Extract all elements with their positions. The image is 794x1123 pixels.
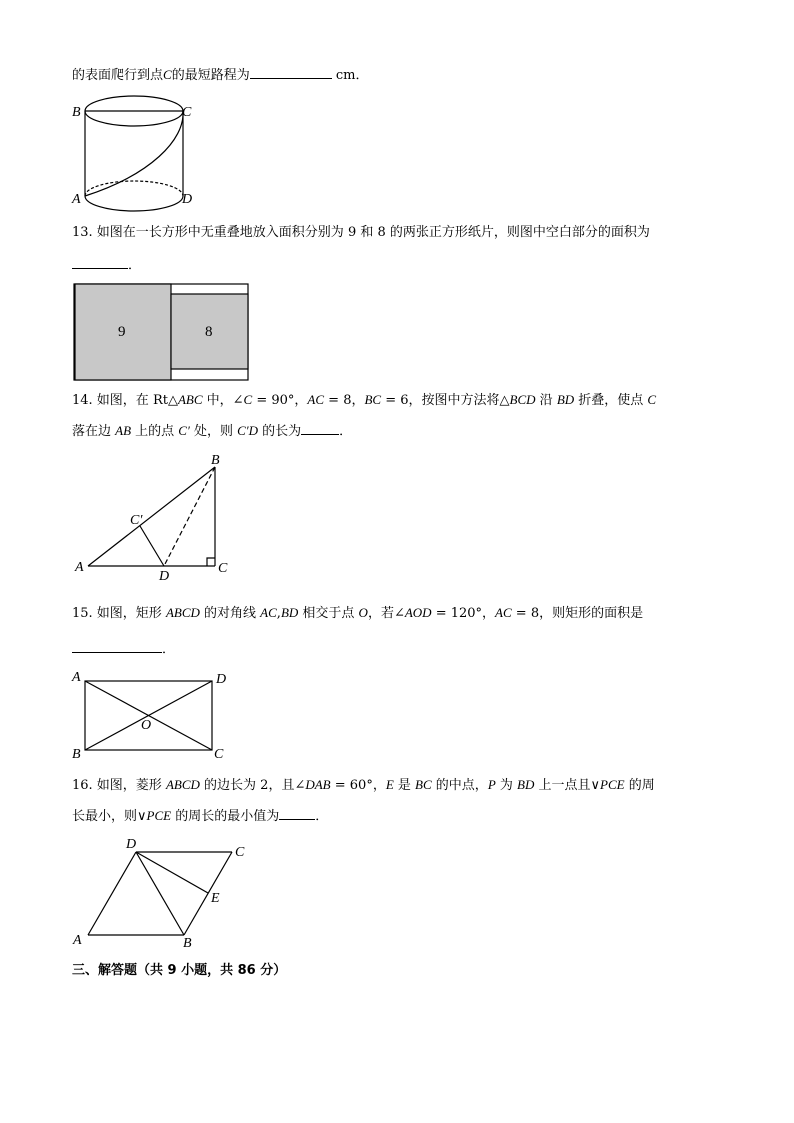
q14-t14: C	[647, 392, 657, 407]
q12-label-A: A	[72, 192, 81, 207]
q16-u4: ．	[315, 809, 329, 824]
q14-t7: = 8，	[324, 393, 365, 408]
q16-diagonal-DB	[136, 852, 184, 935]
q15-label-C: C	[214, 747, 224, 762]
q16-t6: E	[385, 777, 394, 792]
q16-t1: 16. 如图，菱形	[72, 778, 166, 793]
q16-t3: 的边长为 2，且∠	[199, 778, 306, 793]
q15-t12: AC	[495, 605, 512, 620]
q16-segment-DE	[136, 852, 208, 893]
q16-t10: P	[487, 777, 496, 792]
q16-label-C: C	[235, 845, 245, 860]
q16-label-D: D	[126, 837, 137, 852]
q14-t5: = 90°，	[252, 393, 308, 408]
q14-u7: 的长为	[257, 424, 302, 439]
q16-t13: 上一点且∨	[534, 778, 601, 793]
q14-t8: BC	[364, 392, 382, 407]
q16-u2: PCE	[146, 808, 172, 823]
q15-t9: ，若∠	[367, 606, 405, 621]
q14-label-C: C	[218, 561, 228, 576]
q14-t12: BD	[556, 392, 575, 407]
q12-text-pre: 的表面爬行到点	[72, 68, 164, 83]
q14-u8: ．	[339, 424, 353, 439]
q14-t10: BCD	[509, 392, 536, 407]
q16-side-CB	[184, 852, 232, 935]
q14-t13: 折叠，使点	[574, 393, 648, 408]
q16-t11: 为	[495, 778, 518, 793]
q14-t9: = 6，按图中方法将△	[381, 393, 510, 408]
section-heading-3: 三、解答题（共 9 小题，共 86 分）	[72, 963, 287, 978]
q16-t14: PCE	[600, 777, 625, 792]
q15-label-D: D	[216, 672, 227, 687]
q16-side-AD	[88, 852, 136, 935]
q16-label-E: E	[211, 891, 220, 906]
q16-t5: = 60°，	[330, 778, 386, 793]
q12-unit: cm．	[335, 68, 369, 83]
q14-label-C1: C′	[130, 513, 143, 528]
q15-t7: 相交于点	[298, 606, 359, 621]
q15-t1: 15. 如图，矩形	[72, 606, 166, 621]
q15-t8: O	[358, 605, 368, 620]
q14-u6: C′D	[237, 423, 258, 438]
q15-t5: ,	[276, 606, 281, 621]
q15-t13: = 8，则矩形的面积是	[511, 606, 644, 621]
q15-t11: = 120°，	[431, 606, 496, 621]
q16-u3: 的周长的最小值为	[171, 809, 280, 824]
q13-line2-end: ．	[128, 258, 142, 273]
q16-t9: 的中点，	[431, 778, 488, 793]
q14-u4: C′	[178, 423, 190, 438]
q13-line1: 13. 如图在一长方形中无重叠地放入面积分别为 9 和 8 的两张正方形纸片，则图中空白部分的面积为	[72, 225, 650, 240]
q15-t4: AC	[260, 605, 277, 620]
q14-t11: 沿	[535, 393, 557, 408]
q16-label-A: A	[73, 933, 82, 948]
q15-label-O: O	[141, 718, 152, 733]
q14-t6: AC	[307, 392, 325, 407]
q13-label-9: 9	[118, 324, 126, 340]
q14-u1: 落在边	[72, 424, 116, 439]
q16-t8: BC	[415, 777, 432, 792]
q16-u1: 长最小，则∨	[72, 809, 147, 824]
q14-t1: 14. 如图，在 Rt△	[72, 393, 178, 408]
q16-label-B: B	[183, 936, 192, 951]
q16-t4: DAB	[305, 777, 331, 792]
q14-label-D: D	[159, 569, 170, 584]
q13-label-8: 8	[205, 324, 213, 340]
q15-line2-end: ．	[162, 642, 176, 657]
q14-label-A: A	[75, 560, 84, 575]
q14-u5: 处，则	[189, 424, 238, 439]
q16-t7: 是	[393, 778, 416, 793]
q12-label-B: B	[72, 105, 81, 120]
q12-label-D: D	[182, 192, 193, 207]
q14-label-B: B	[211, 453, 220, 468]
q16-t2: ABCD	[165, 777, 200, 792]
q12-label-C: C	[182, 105, 192, 120]
q12-text-post: 的最短路程为	[171, 68, 250, 83]
q15-t3: 的对角线	[199, 606, 261, 621]
q14-u2: AB	[115, 423, 132, 438]
q14-t2: ABC	[177, 392, 203, 407]
q14-u3: 上的点	[131, 424, 179, 439]
q15-t10: AOD	[404, 605, 432, 620]
q14-t3: 中，∠	[202, 393, 244, 408]
q15-label-A: A	[72, 670, 81, 685]
q15-t6: BD	[280, 605, 299, 620]
q16-t15: 的周	[624, 778, 655, 793]
q12-point: C	[163, 67, 172, 82]
q15-label-B: B	[72, 747, 81, 762]
q15-t2: ABCD	[165, 605, 200, 620]
q16-t12: BD	[517, 777, 535, 792]
q14-t4: C	[243, 392, 253, 407]
